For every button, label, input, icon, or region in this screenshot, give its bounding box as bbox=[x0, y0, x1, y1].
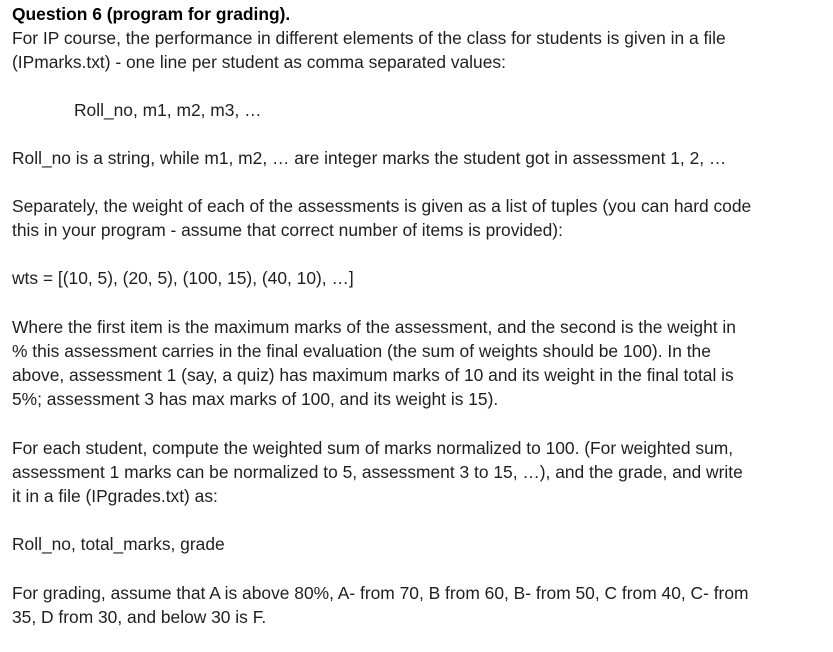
question-title: Question 6 (program for grading). bbox=[12, 4, 291, 24]
roll-description: Roll_no is a string, while m1, m2, … are integer marks the student got in assessment 1, 2, … bbox=[12, 148, 727, 168]
compute-line-1: For each student, compute the weighted sum of marks normalized to 100. (For weighted sum, bbox=[12, 438, 734, 458]
spacer bbox=[12, 290, 824, 315]
compute-line-3: it in a file (IPgrades.txt) as: bbox=[12, 486, 218, 506]
grading-line-1: For grading, assume that A is above 80%, A- from 70, B from 60, B- from 50, C from 40, C- from bbox=[12, 583, 749, 603]
question-document bbox=[12, 0, 824, 629]
spacer bbox=[12, 411, 824, 436]
spacer bbox=[12, 242, 824, 266]
spacer bbox=[12, 74, 824, 98]
spacer bbox=[12, 556, 824, 581]
grading-line-2: 35, D from 30, and below 30 is F. bbox=[12, 607, 267, 627]
explanation-line-4: 5%; assessment 3 has max marks of 100, and its weight is 15). bbox=[12, 389, 499, 409]
output-format-line: Roll_no, total_marks, grade bbox=[12, 534, 225, 554]
wts-code-line: wts = [(10, 5), (20, 5), (100, 15), (40, 10), …] bbox=[12, 268, 354, 288]
weights-line-2: this in your program - assume that correct number of items is provided): bbox=[12, 220, 563, 240]
intro-line-2: (IPmarks.txt) - one line per student as comma separated values: bbox=[12, 52, 506, 72]
spacer bbox=[12, 170, 824, 194]
explanation-line-2: % this assessment carries in the final evaluation (the sum of weights should be 100). In the bbox=[12, 341, 711, 361]
compute-line-2: assessment 1 marks can be normalized to 5, assessment 3 to 15, …), and the grade, and write bbox=[12, 462, 743, 482]
input-format-line: Roll_no, m1, m2, m3, … bbox=[74, 100, 262, 120]
explanation-line-3: above, assessment 1 (say, a quiz) has maximum marks of 10 and its weight in the final total is bbox=[12, 365, 734, 385]
spacer bbox=[12, 122, 824, 146]
intro-line-1: For IP course, the performance in different elements of the class for students is given in a file bbox=[12, 28, 726, 48]
explanation-line-1: Where the first item is the maximum marks of the assessment, and the second is the weight in bbox=[12, 317, 736, 337]
spacer bbox=[12, 508, 824, 532]
weights-line-1: Separately, the weight of each of the assessments is given as a list of tuples (you can hard code bbox=[12, 196, 752, 216]
